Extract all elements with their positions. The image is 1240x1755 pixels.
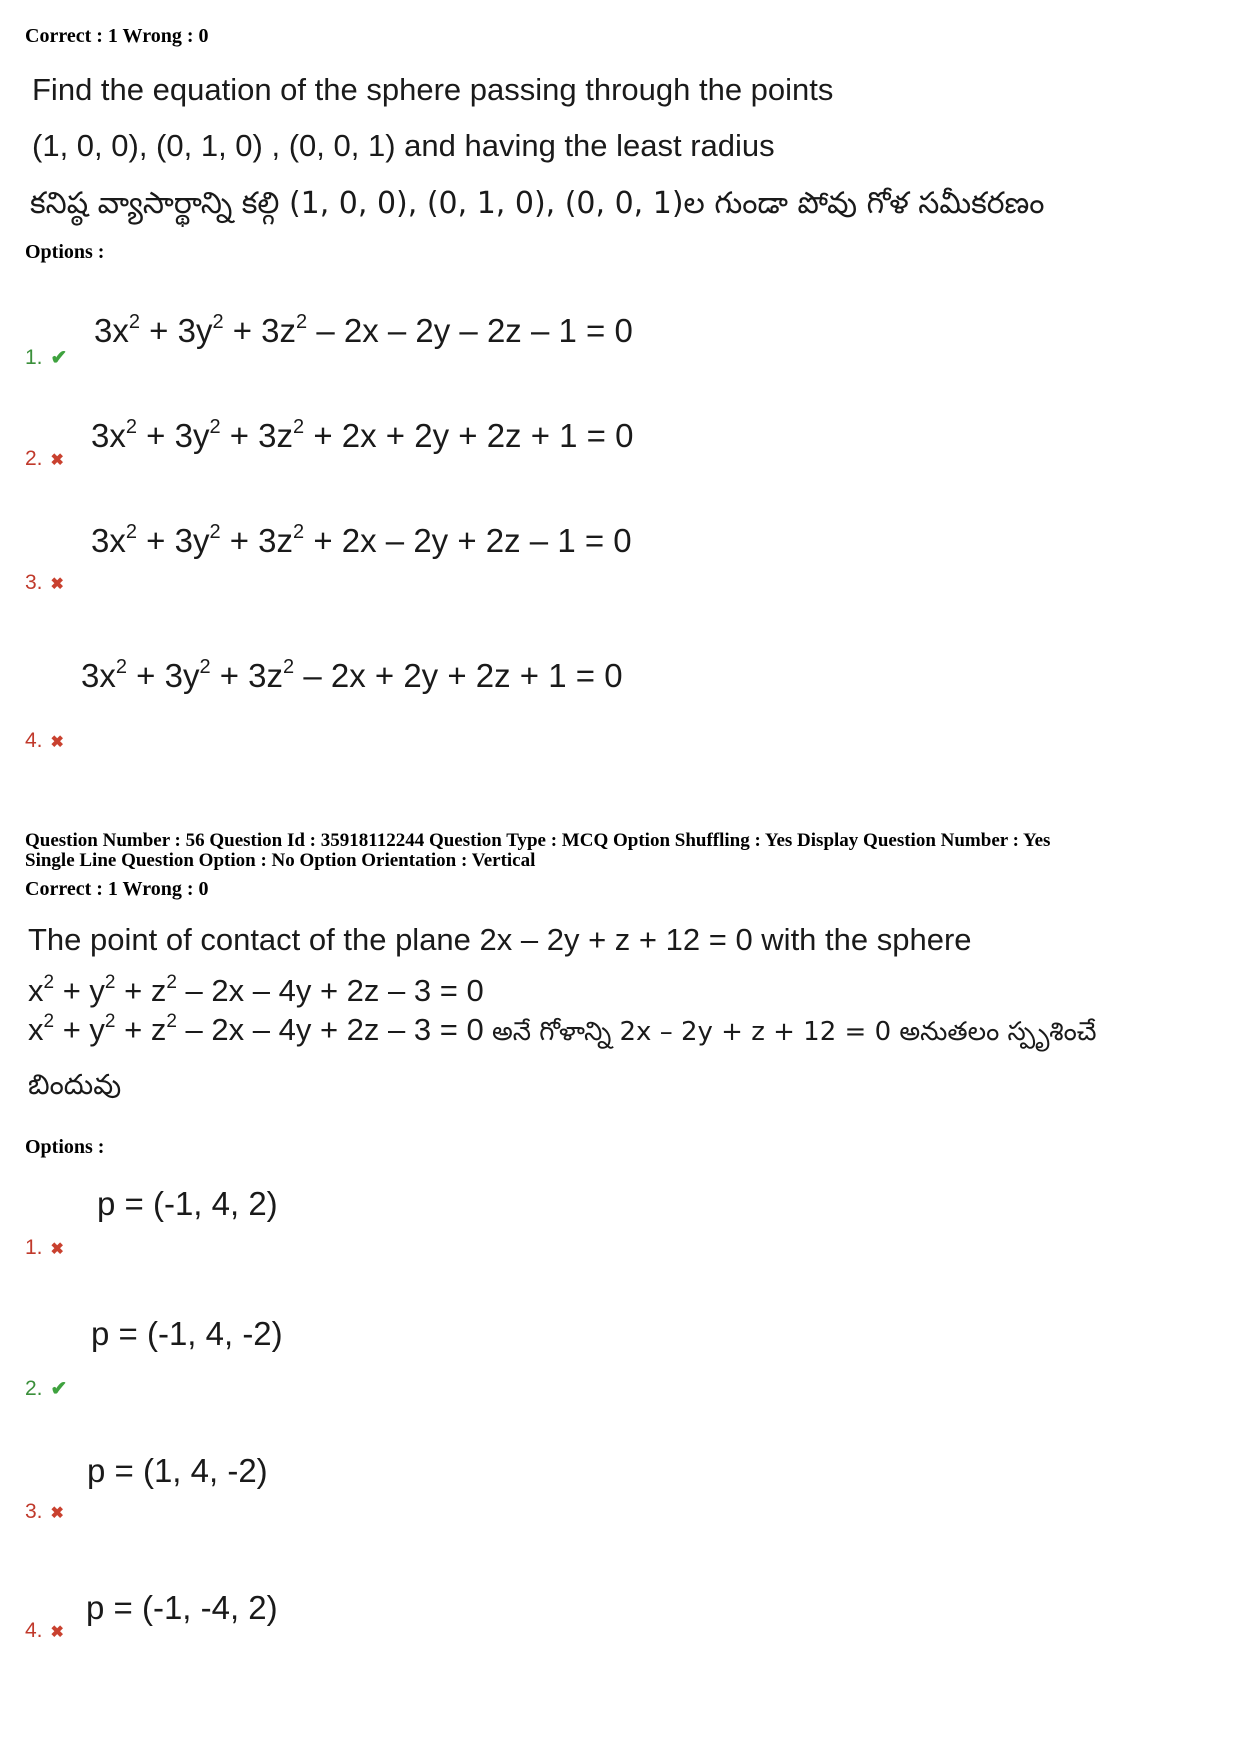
q2-option-3-answer[interactable]: p = (1, 4, -2) (87, 1452, 268, 1489)
option-number: 1. (25, 346, 43, 369)
wrong-cross-icon: ✖ (50, 452, 64, 469)
correct-check-icon: ✔ (50, 347, 68, 369)
q2-option-4-answer[interactable]: p = (-1, -4, 2) (86, 1589, 278, 1626)
q1-option-1-equation[interactable]: $3x^2 + 3y^2 + 3z^2 - 2x - 2y - 2z - 1 = 0$ (94, 311, 633, 349)
q2-options-label: Options : (25, 1136, 105, 1158)
wrong-cross-icon: ✖ (50, 1505, 64, 1522)
q1-text-line1: Find the equation of the sphere passing through the points (32, 72, 834, 107)
q2-text-line1: The point of contact of the plane 2x – 2y + z + 12 = 0 with the sphere (28, 922, 972, 957)
q2-telugu-line1: $x^2 + y^2 + z^2 - 2x - 4y + 2z - 3 = 0$ అనే గోళాన్ని 2x – 2y + z + 12 = 0 అనుతలం స్పృశించే (28, 1011, 1097, 1047)
q2-option-2-number (25, 1376, 67, 1401)
q1-option-2-equation[interactable]: $3x^2 + 3y^2 + 3z^2 + 2x + 2y + 2z + 1 = 0$ (91, 416, 634, 454)
q1-telugu-text: కనిష్ఠ వ్యాసార్థాన్ని కల్గి (1, 0, 0), (0, 1, 0), (0, 0, 1)ల గుండా పోవు గోళ సమీకరణం (30, 186, 1045, 221)
q1-option-1-number (25, 345, 67, 370)
q2-score: Correct : 1 Wrong : 0 (25, 878, 209, 900)
q1-option-4-equation[interactable]: $3x^2 + 3y^2 + 3z^2 - 2x + 2y + 2z + 1 = 0$ (81, 656, 623, 694)
option-number: 2. (25, 447, 43, 470)
q1-text-line2: (1, 0, 0), (0, 1, 0) , (0, 0, 1) and having the least radius (32, 128, 775, 163)
wrong-cross-icon: ✖ (50, 1624, 64, 1641)
q2-sphere-equation: $x^2 + y^2 + z^2 - 2x - 4y + 2z - 3 = 0$ (28, 972, 484, 1008)
option-number: 1. (25, 1236, 43, 1259)
option-number: 4. (25, 729, 43, 752)
q1-option-4-number (25, 729, 64, 753)
q2-meta-line1: Question Number : 56 Question Id : 35918112244 Question Type : MCQ Option Shuffling : Yes Display Question Number : Yes (25, 830, 1051, 851)
wrong-cross-icon: ✖ (50, 576, 64, 593)
q2-option-1-answer[interactable]: p = (-1, 4, 2) (97, 1185, 278, 1222)
q2-option-2-answer[interactable]: p = (-1, 4, -2) (91, 1315, 283, 1352)
q2-option-1-number (25, 1236, 64, 1260)
option-number: 3. (25, 571, 43, 594)
option-number: 2. (25, 1377, 43, 1400)
correct-check-icon: ✔ (50, 1378, 68, 1400)
option-number: 3. (25, 1500, 43, 1523)
wrong-cross-icon: ✖ (50, 1241, 64, 1258)
q2-option-3-number (25, 1500, 64, 1524)
wrong-cross-icon: ✖ (50, 734, 64, 751)
q2-telugu-line2: బిందువు (28, 1068, 122, 1101)
q2-option-4-number (25, 1619, 64, 1643)
q1-score: Correct : 1 Wrong : 0 (25, 25, 209, 47)
q2-meta-line2: Single Line Question Option : No Option Orientation : Vertical (25, 850, 536, 871)
option-number: 4. (25, 1619, 43, 1642)
q1-options-label: Options : (25, 241, 105, 263)
q1-option-2-number (25, 447, 64, 471)
q1-option-3-number (25, 571, 64, 595)
q1-option-3-equation[interactable]: $3x^2 + 3y^2 + 3z^2 + 2x - 2y + 2z - 1 = 0$ (91, 521, 632, 559)
